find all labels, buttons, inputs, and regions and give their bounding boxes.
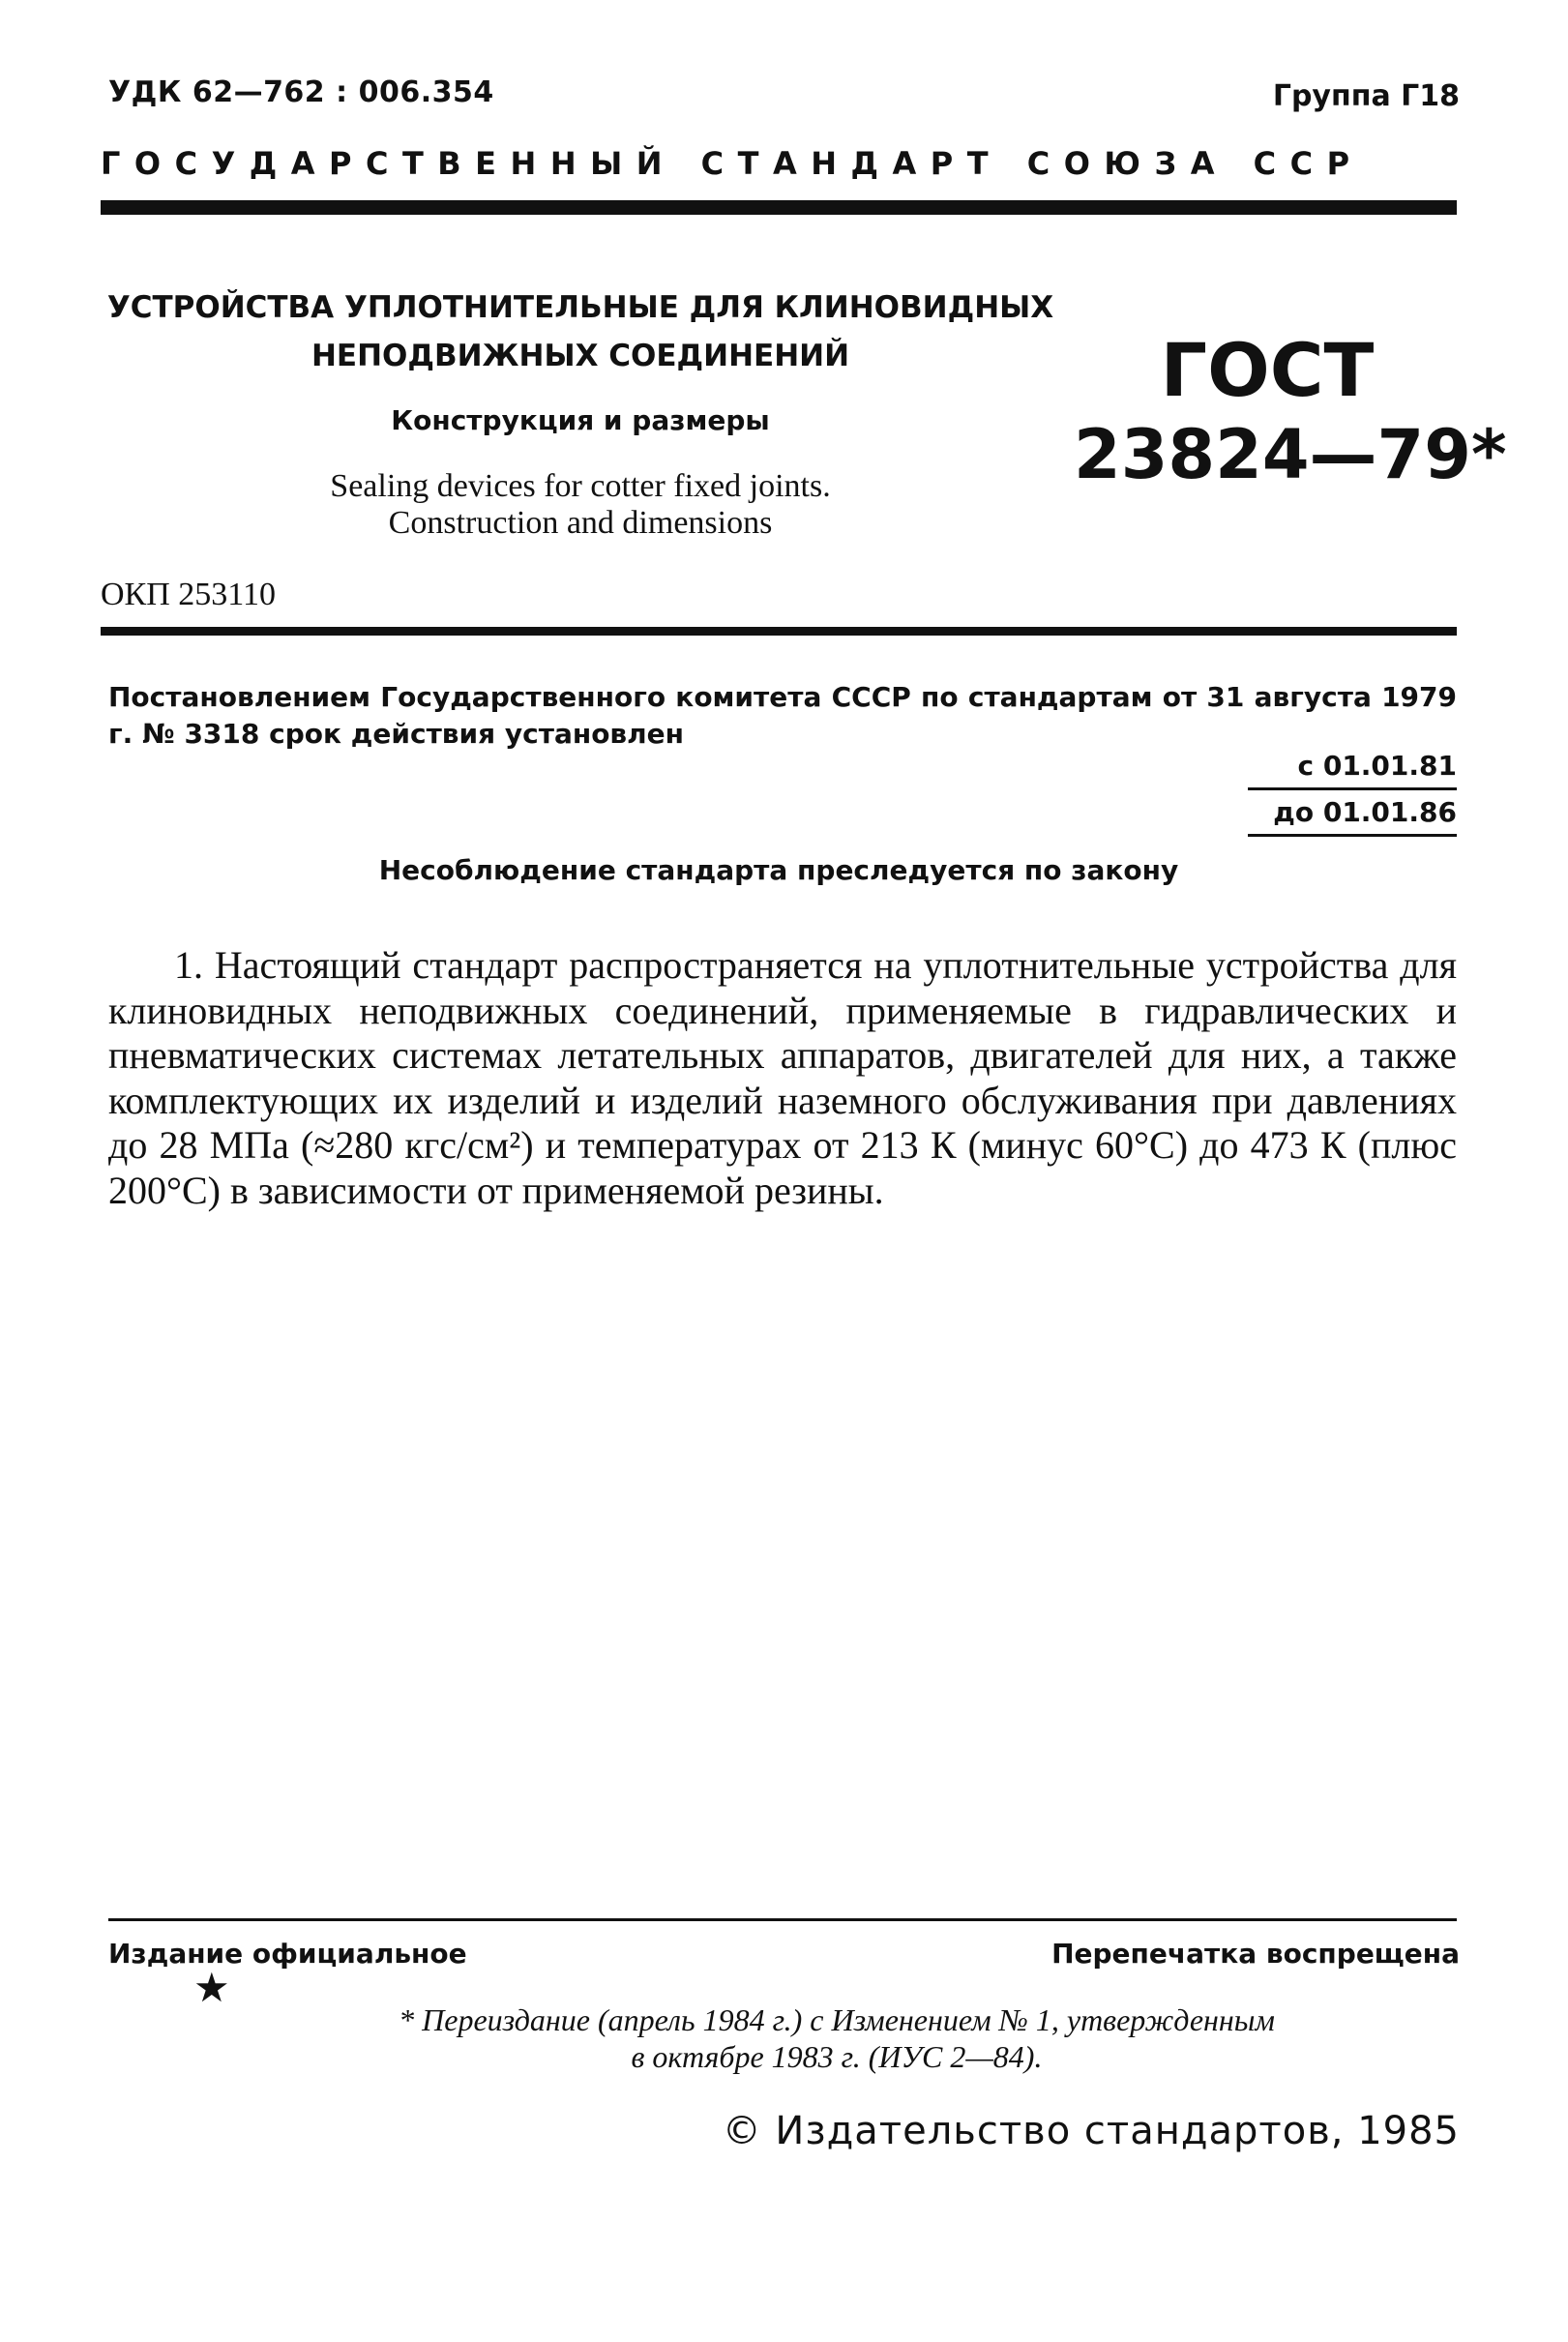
title-line-2: НЕПОДВИЖНЫХ СОЕДИНЕНИЙ [311, 339, 850, 373]
date-to: до 01.01.86 [1273, 796, 1457, 828]
date-to-underline [1248, 834, 1457, 837]
copyright-notice: © Издательство стандартов, 1985 [722, 2109, 1460, 2153]
reissue-note-line-1: * Переиздание (апрель 1984 г.) с Изменением № 1, утвержденным [399, 2002, 1275, 2037]
reprint-prohibited: Перепечатка воспрещена [1051, 1938, 1460, 1970]
title-rule [101, 627, 1457, 636]
english-title-line-1: Sealing devices for cotter fixed joints. [330, 468, 831, 504]
footer-rule [108, 1918, 1457, 1921]
group-code: Группа Г18 [1272, 79, 1460, 113]
decree-text: Постановлением Государственного комитета СССР по стандартам от 31 августа 1979 г. № 3318 срок действия установлен [108, 681, 1457, 750]
star-icon: ★ [193, 1964, 230, 2011]
english-title-line-2: Construction and dimensions [388, 505, 773, 541]
legal-warning: Несоблюдение стандарта преследуется по закону [378, 854, 1179, 886]
reissue-note-line-2: в октябре 1983 г. (ИУС 2—84). [631, 2039, 1043, 2074]
date-from: с 01.01.81 [1297, 750, 1457, 782]
gost-label: ГОСТ [1160, 327, 1375, 413]
gost-number: 23824—79* [1074, 415, 1507, 494]
date-from-underline [1248, 787, 1457, 790]
body-paragraph-1: 1. Настоящий стандарт распространяется на уплотнительные устройства для клиновидных неподвижных соединений, применяемые в гидравлических и пневматических системах летательных аппаратов, двигателей для них, а также комплектующих их изделий и изделий наземного обслуживания при давлениях до 28 МПа (≈280 кгс/см²) и температурах от 213 К (минус 60°С) до 473 К (плюс 200°С) в зависимости от применяемой резины. [108, 943, 1457, 1212]
title-line-1: УСТРОЙСТВА УПЛОТНИТЕЛЬНЫЕ ДЛЯ КЛИНОВИДНЫХ [106, 290, 1054, 325]
header-rule [101, 200, 1457, 215]
okp-code: ОКП 253110 [101, 577, 277, 612]
official-edition: Издание официальное [108, 1938, 467, 1970]
udk-code: УДК 62—762 : 006.354 [108, 75, 494, 109]
state-standard-heading: ГОСУДАРСТВЕННЫЙ СТАНДАРТ СОЮЗА ССР [101, 145, 1364, 182]
title-subtitle: Конструкция и размеры [391, 404, 770, 436]
